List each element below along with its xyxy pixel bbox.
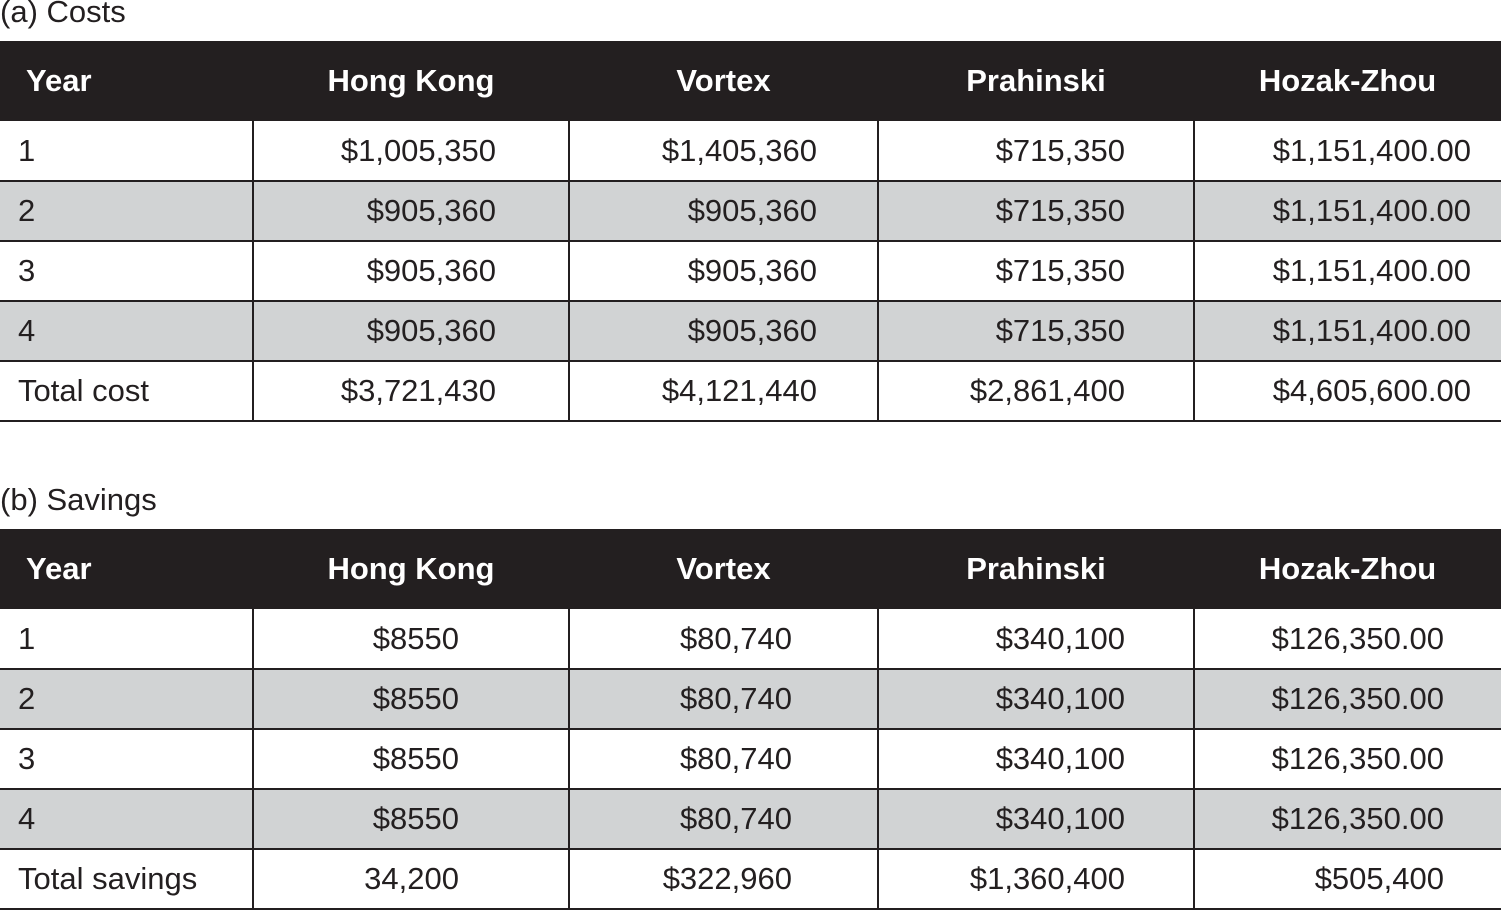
column-header-vortex: Vortex — [676, 551, 771, 586]
cell-hozak-zhou: $1,151,400.00 — [1194, 181, 1501, 241]
row-label: 2 — [0, 669, 253, 729]
cell-hozak-zhou: $1,151,400.00 — [1194, 121, 1501, 181]
table-row — [0, 729, 1501, 789]
column-header-prahinski: Prahinski — [966, 551, 1106, 586]
costs-header-row — [0, 41, 1501, 121]
cell-hong-kong: $8550 — [253, 789, 569, 849]
row-label: 1 — [0, 121, 253, 181]
table-row — [0, 301, 1501, 361]
cell-prahinski: $715,350 — [878, 241, 1194, 301]
column-header-year: Year — [26, 551, 92, 586]
cell-prahinski: $340,100 — [878, 669, 1194, 729]
costs-table — [0, 41, 1501, 422]
cell-vortex: $905,360 — [569, 241, 878, 301]
column-header-year: Year — [26, 63, 92, 98]
cell-hong-kong: $905,360 — [253, 301, 569, 361]
cell-hozak-zhou: $505,400 — [1194, 849, 1501, 909]
row-label: 3 — [0, 241, 253, 301]
cell-hozak-zhou: $1,151,400.00 — [1194, 241, 1501, 301]
savings-table — [0, 529, 1501, 910]
cell-prahinski: $715,350 — [878, 301, 1194, 361]
table-row — [0, 669, 1501, 729]
cell-hong-kong: $8550 — [253, 609, 569, 669]
cell-vortex: $80,740 — [569, 669, 878, 729]
cell-hozak-zhou: $126,350.00 — [1194, 609, 1501, 669]
cell-hozak-zhou: $126,350.00 — [1194, 789, 1501, 849]
row-label: 4 — [0, 789, 253, 849]
column-header-vortex: Vortex — [676, 63, 771, 98]
column-header-prahinski: Prahinski — [966, 63, 1106, 98]
cell-vortex: $80,740 — [569, 729, 878, 789]
row-label: 3 — [0, 729, 253, 789]
table-total-row — [0, 361, 1501, 421]
costs-table-title: (a) Costs — [0, 0, 126, 29]
cell-vortex: $905,360 — [569, 181, 878, 241]
table-row — [0, 121, 1501, 181]
column-header-hong-kong: Hong Kong — [327, 551, 495, 586]
cell-vortex: $322,960 — [569, 849, 878, 909]
savings-header-row — [0, 529, 1501, 609]
column-header-hozak-zhou: Hozak-Zhou — [1258, 63, 1437, 98]
cell-prahinski: $340,100 — [878, 789, 1194, 849]
row-label: 4 — [0, 301, 253, 361]
cell-prahinski: $715,350 — [878, 181, 1194, 241]
cell-prahinski: $1,360,400 — [878, 849, 1194, 909]
cell-hong-kong: $8550 — [253, 669, 569, 729]
cell-hong-kong: $905,360 — [253, 241, 569, 301]
cell-hong-kong: $8550 — [253, 729, 569, 789]
cell-hong-kong: $1,005,350 — [253, 121, 569, 181]
cell-prahinski: $340,100 — [878, 729, 1194, 789]
table-row — [0, 181, 1501, 241]
cell-hozak-zhou: $126,350.00 — [1194, 669, 1501, 729]
table-total-row — [0, 849, 1501, 909]
table-row — [0, 241, 1501, 301]
table-row — [0, 609, 1501, 669]
savings-table-title: (b) Savings — [0, 482, 157, 517]
cell-prahinski: $2,861,400 — [878, 361, 1194, 421]
cell-hozak-zhou: $1,151,400.00 — [1194, 301, 1501, 361]
cell-vortex: $80,740 — [569, 789, 878, 849]
cell-hozak-zhou: $4,605,600.00 — [1194, 361, 1501, 421]
row-label: 2 — [0, 181, 253, 241]
cell-vortex: $1,405,360 — [569, 121, 878, 181]
cell-hong-kong: $3,721,430 — [253, 361, 569, 421]
cell-vortex: $4,121,440 — [569, 361, 878, 421]
column-header-hong-kong: Hong Kong — [327, 63, 495, 98]
table-row — [0, 789, 1501, 849]
row-label: Total cost — [0, 361, 253, 421]
row-label: Total savings — [0, 849, 253, 909]
cell-vortex: $905,360 — [569, 301, 878, 361]
column-header-hozak-zhou: Hozak-Zhou — [1258, 551, 1437, 586]
cell-vortex: $80,740 — [569, 609, 878, 669]
cell-hozak-zhou: $126,350.00 — [1194, 729, 1501, 789]
cell-hong-kong: 34,200 — [253, 849, 569, 909]
cell-hong-kong: $905,360 — [253, 181, 569, 241]
cell-prahinski: $715,350 — [878, 121, 1194, 181]
cell-prahinski: $340,100 — [878, 609, 1194, 669]
row-label: 1 — [0, 609, 253, 669]
